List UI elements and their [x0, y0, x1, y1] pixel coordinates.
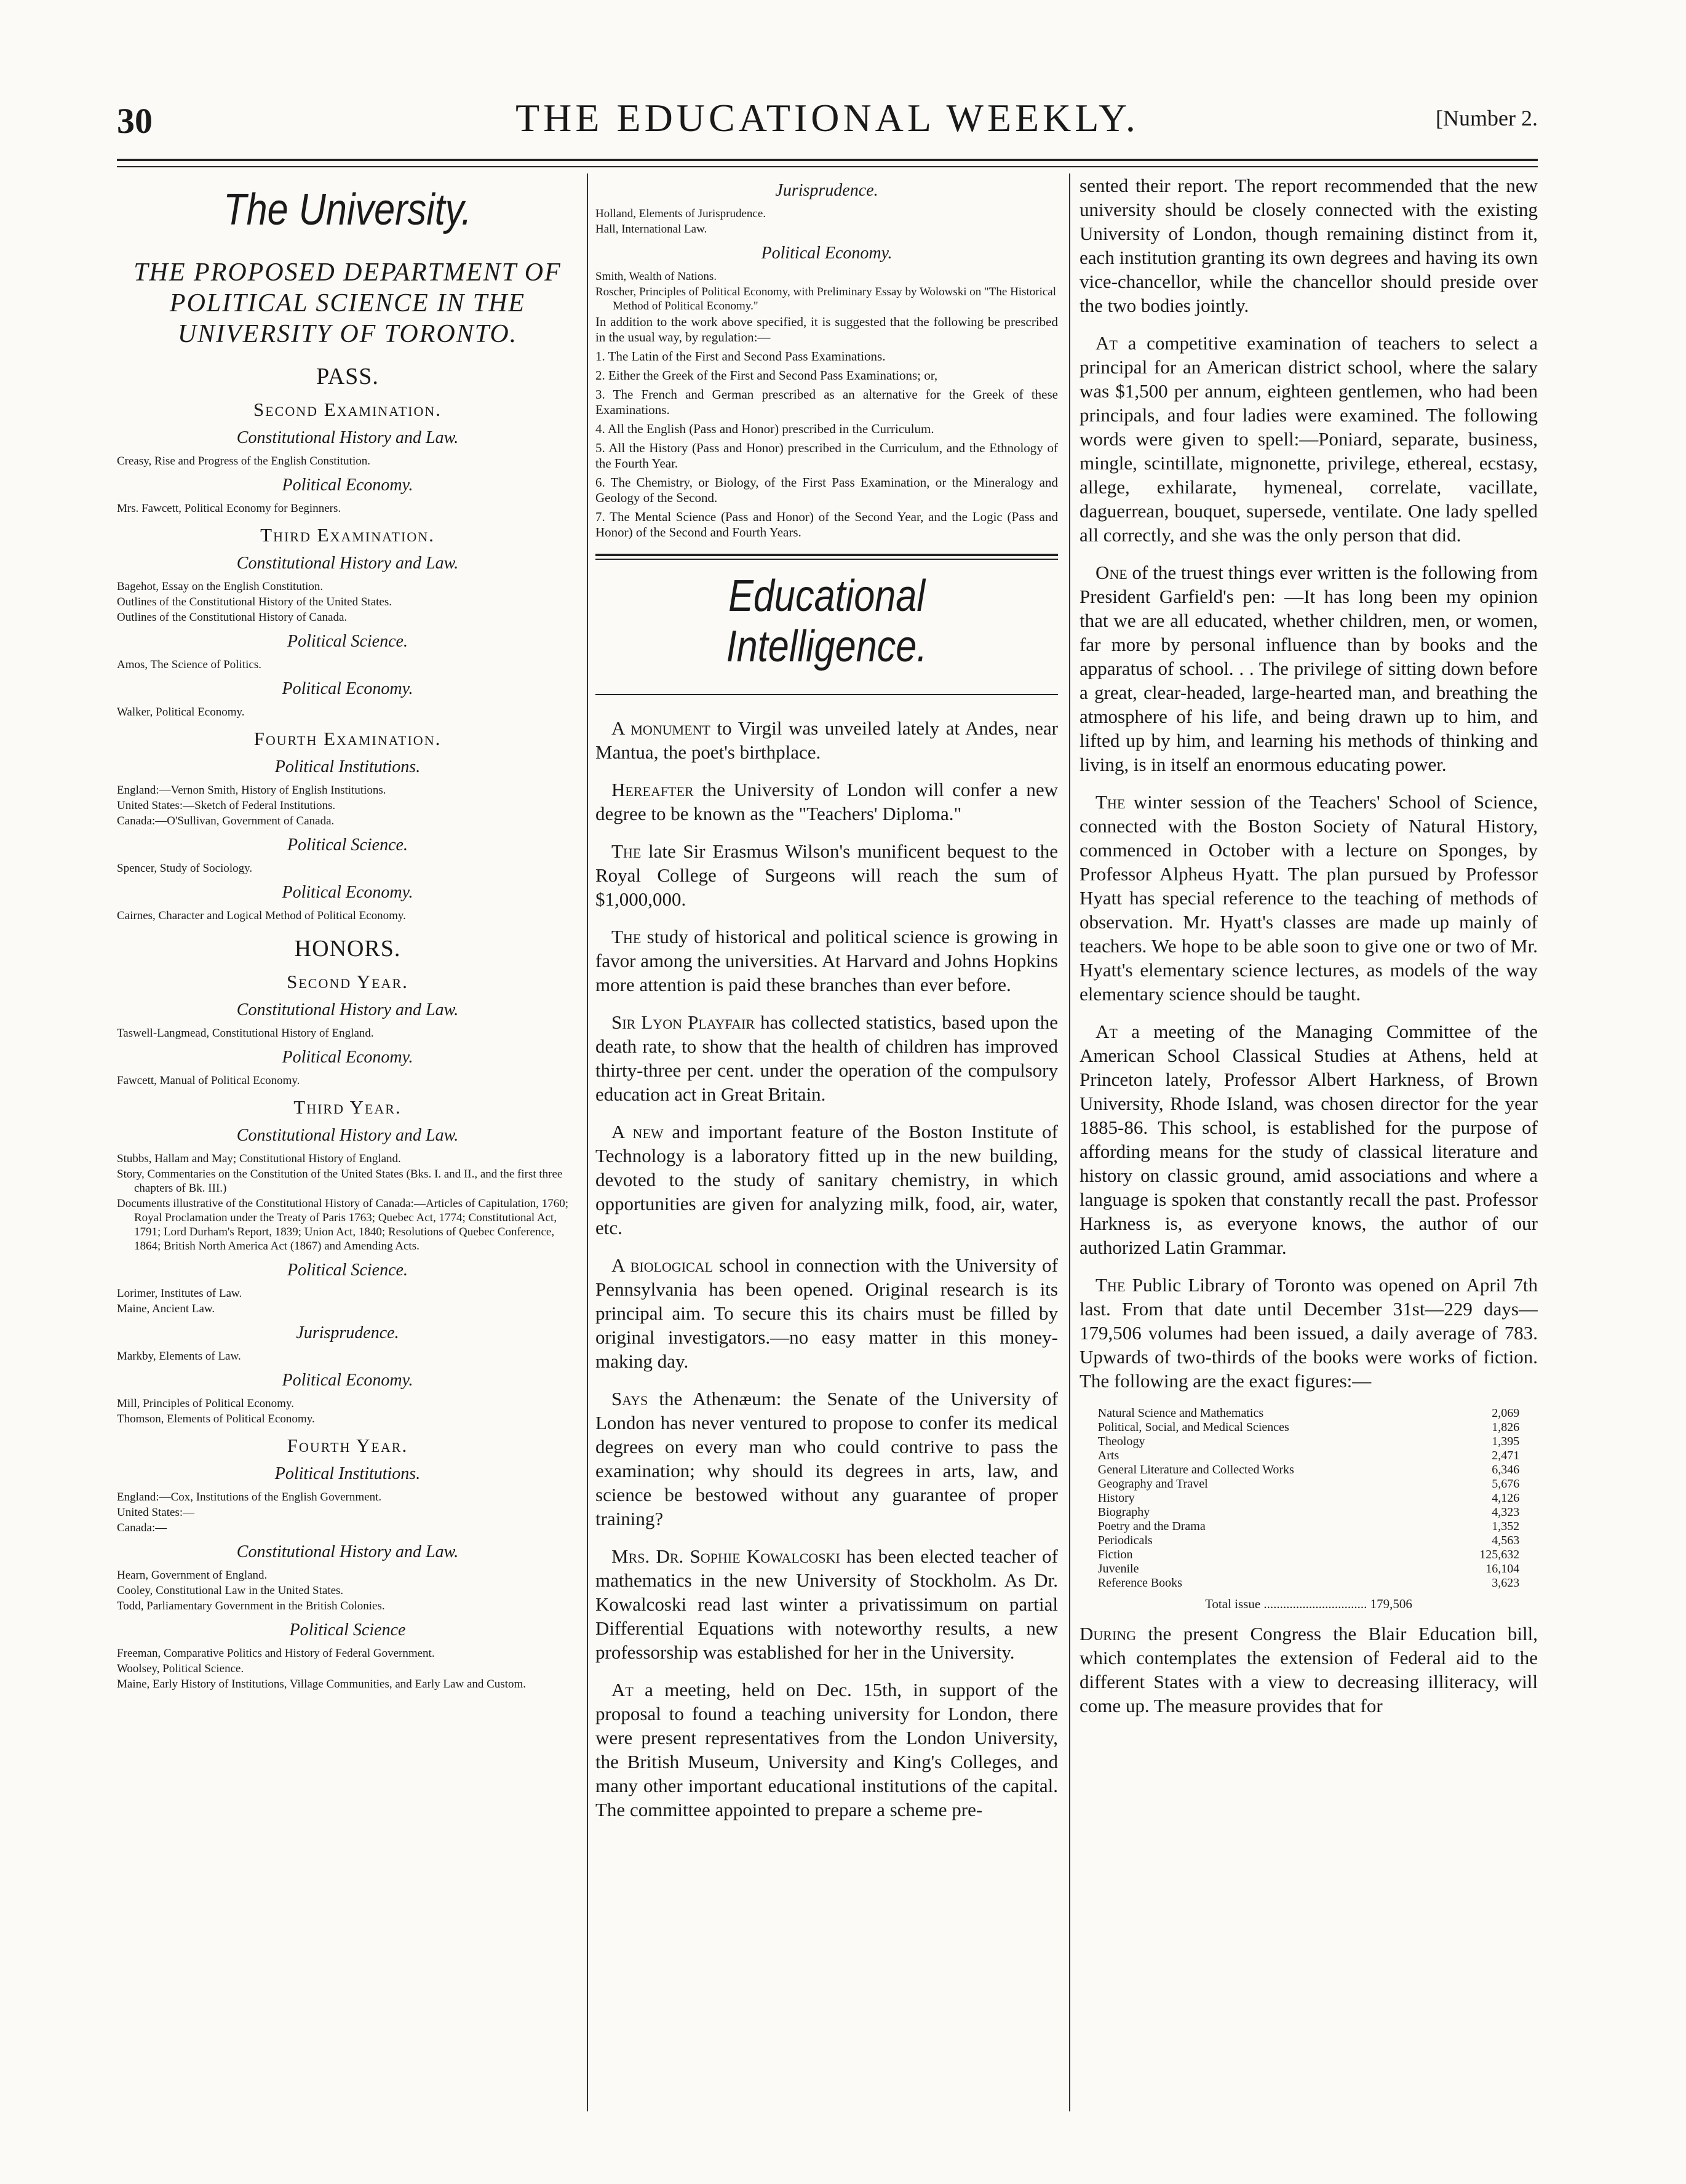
book-entry: Walker, Political Economy.	[117, 706, 245, 719]
issue-number: [Number 2.	[1436, 106, 1538, 130]
news-paragraph	[595, 1120, 1058, 1240]
page-header	[117, 95, 1538, 151]
paragraph-lead: A monument	[611, 717, 710, 739]
note-item: 2. Either the Greek of the First and Second Pass Examinations; or,	[595, 368, 938, 383]
subject-heading: Political Science.	[287, 632, 408, 651]
paragraph-lead: At	[1096, 332, 1118, 354]
book-entry: Amos, The Science of Politics.	[117, 658, 262, 671]
note-list	[595, 349, 1058, 540]
book-entry: Cairnes, Character and Logical Method of Political Economy.	[117, 909, 406, 922]
header-rule-thin	[117, 166, 1538, 167]
note-item: 5. All the History (Pass and Honor) prescribed in the Curriculum, and the Ethnology of the Fourth Year.	[595, 440, 1058, 471]
paragraph-text: winter session of the Teachers' School of Science, connected with the Boston Society of Natural History, commenced in October with a lecture on Sponges, by Professor Alpheus Hyatt. The plan pursued by Professor Hyatt has special reference to the teaching of methods of observation. Mr. Hyatt's classes are made up mainly of teachers. We hope to be able soon to give one or two of Mr. Hyatt's elementary science lectures, as models of the way elementary science should be taught.	[1080, 791, 1538, 1005]
library-row	[1098, 1562, 1519, 1576]
library-count: 4,563	[1492, 1534, 1520, 1547]
book-entry: Hall, International Law.	[595, 223, 707, 236]
library-row	[1098, 1435, 1519, 1449]
subject-heading: Jurisprudence.	[296, 1323, 399, 1342]
column-divider	[1069, 173, 1070, 2111]
library-row	[1098, 1576, 1519, 1590]
library-count: 5,676	[1492, 1477, 1520, 1491]
masthead-title: THE EDUCATIONAL WEEKLY.	[515, 96, 1139, 140]
column-3	[1080, 173, 1538, 2118]
book-entry: Outlines of the Constitutional History of the United States.	[117, 596, 392, 608]
subject-heading: Political Economy.	[282, 1048, 413, 1067]
book-entry: Holland, Elements of Jurisprudence.	[595, 207, 766, 220]
news-paragraph	[595, 1010, 1058, 1106]
paragraph-text: has collected statistics, based upon the death rate, to show that the health of children has improved thirty-three per cent. under the operation of the compulsory education act in Great Britain.	[595, 1011, 1058, 1105]
library-row	[1098, 1463, 1519, 1477]
section-rule	[595, 554, 1058, 556]
book-entry: Markby, Elements of Law.	[117, 1350, 241, 1363]
book-entry: Canada:—	[117, 1521, 167, 1534]
news-paragraph	[595, 925, 1058, 997]
library-row	[1098, 1477, 1519, 1491]
library-category: Natural Science and Mathematics	[1097, 1406, 1264, 1420]
library-category: Political, Social, and Medical Sciences	[1097, 1421, 1289, 1434]
library-count: 4,126	[1492, 1491, 1520, 1505]
book-entry: Maine, Ancient Law.	[117, 1302, 215, 1315]
library-figures-table	[1098, 1406, 1519, 1590]
subject-heading: Political Science	[289, 1620, 406, 1640]
library-row	[1098, 1491, 1519, 1505]
paragraph-lead: The	[611, 926, 642, 947]
page-number: 30	[117, 101, 153, 141]
column-1	[117, 173, 578, 2118]
section-rule-bottom	[595, 694, 1058, 695]
paragraph-text: the Athenæum: the Senate of the University of London has never ventured to propose to confer its medical degrees on every man who could contrive to pass the examination; why should its degrees in arts, law, and science be bestowed without any guarantee of proper training?	[595, 1388, 1058, 1529]
honors-course-list	[117, 971, 578, 1691]
book-entry: Maine, Early History of Institutions, Village Communities, and Early Law and Custom.	[117, 1678, 526, 1691]
subject-heading: Political Economy.	[282, 1371, 413, 1390]
paragraph-lead: The	[1096, 791, 1126, 813]
library-total: Total issue ................................ 179,506	[1205, 1596, 1412, 1611]
paragraph-lead: Hereafter	[611, 779, 694, 800]
subject-heading: Jurisprudence.	[775, 181, 878, 200]
paragraph-text: school in connection with the University of Pennsylvania has been opened. Original research is its principal aim. To secure this its chairs must be filled by original investigators.—no easy matter in this money-making day.	[595, 1254, 1058, 1372]
subject-heading: Constitutional History and Law.	[236, 554, 459, 573]
article-title: THE PROPOSED DEPARTMENT OF POLITICAL SCIENCE IN THE UNIVERSITY OF TORONTO.	[133, 258, 562, 348]
library-count: 1,826	[1492, 1421, 1520, 1434]
library-row	[1098, 1534, 1519, 1548]
book-entry: Spencer, Study of Sociology.	[117, 862, 253, 875]
paragraph-lead: A new	[611, 1121, 664, 1142]
book-entry: Mill, Principles of Political Economy.	[117, 1397, 294, 1410]
library-category: Reference Books	[1097, 1576, 1182, 1590]
paragraph-text: study of historical and political science is growing in favor among the universities. At Harvard and Johns Hopkins more attention is paid these branches than ever before.	[595, 926, 1058, 995]
news-paragraph	[595, 778, 1058, 826]
paragraph-text: a meeting of the Managing Committee of the American School Classical Studies at Athens, held at Princeton lately, Professor Albert Harkness, of Brown University, Rhode Island, was chosen director for the year 1885-86. This school, is established for the purpose of affording means for the study of classical literature and history on classic ground, amid associations and where a language is spoken that constantly recall the past. Professor Harkness is, as everyone knows, the author of our authorized Latin Grammar.	[1080, 1021, 1538, 1258]
news-paragraph	[595, 1387, 1058, 1531]
library-count: 125,632	[1479, 1548, 1520, 1561]
library-total-value: 179,506	[1370, 1596, 1412, 1611]
news-items	[1080, 173, 1538, 1393]
paragraph-lead: A biological	[611, 1254, 714, 1276]
subject-heading: Political Science.	[287, 835, 408, 855]
book-entry: Hearn, Government of England.	[117, 1569, 268, 1582]
book-entry: Creasy, Rise and Progress of the English Constitution.	[117, 455, 370, 468]
news-paragraph	[1080, 1019, 1538, 1259]
library-category: Geography and Travel	[1097, 1477, 1208, 1491]
book-entry: Story, Commentaries on the Constitution of the United States (Bks. I. and II., and the first three chapters of Bk. III.)	[117, 1168, 563, 1195]
examination-heading: Fourth Year.	[287, 1435, 408, 1456]
subject-heading: Constitutional History and Law.	[236, 428, 459, 447]
paragraph-lead: The	[611, 840, 642, 862]
paragraph-text: to Virgil was unveiled lately at Andes, near Mantua, the poet's birthplace.	[595, 717, 1058, 763]
news-paragraph	[1080, 331, 1538, 547]
examination-heading: Third Year.	[293, 1096, 402, 1118]
library-row	[1098, 1421, 1519, 1435]
paragraph-lead: One	[1096, 562, 1127, 583]
book-entry: Mrs. Fawcett, Political Economy for Beginners.	[117, 502, 341, 515]
paragraph-text: Public Library of Toronto was opened on April 7th last. From that date until December 31st—229 days—179,506 volumes had been issued, a daily average of 783. Upwards of two-thirds of the books were works of fiction. The following are the exact figures:—	[1080, 1274, 1538, 1392]
news-paragraph	[595, 1544, 1058, 1664]
library-count: 2,471	[1492, 1449, 1520, 1462]
column-divider	[587, 173, 588, 2111]
book-entry: England:—Vernon Smith, History of English Institutions.	[117, 784, 386, 797]
news-paragraph	[595, 1253, 1058, 1373]
library-category: Theology	[1097, 1435, 1145, 1448]
section-title-educational-intelligence: Educational Intelligence.	[726, 572, 928, 671]
book-entry: Canada:—O'Sullivan, Government of Canada.	[117, 815, 335, 827]
library-total-label: Total issue	[1205, 1596, 1261, 1611]
paragraph-lead: During	[1080, 1623, 1137, 1644]
paragraph-text: sented their report. The report recommended that the new university should be closely connected with the existing University of London, though remaining distinct from it, each institution granting its own degrees and having its own vice-chancellor, while the chancellor should preside over the two bodies jointly.	[1080, 175, 1538, 316]
examination-heading: Fourth Examination.	[253, 728, 442, 749]
book-entry: Woolsey, Political Science.	[117, 1662, 244, 1675]
subject-heading: Political Economy.	[282, 679, 413, 698]
section-rule-thin	[595, 559, 1058, 560]
note-item: 7. The Mental Science (Pass and Honor) of the Second Year, and the Logic (Pass and Honor) of the Second and Fourth Years.	[595, 509, 1058, 540]
library-category: Biography	[1097, 1505, 1150, 1519]
news-paragraph	[1080, 1622, 1538, 1718]
news-paragraph	[1080, 560, 1538, 776]
subject-heading: Political Institutions.	[274, 1464, 421, 1483]
subject-heading: Political Institutions.	[274, 757, 421, 776]
library-count: 1,352	[1492, 1520, 1520, 1533]
paragraph-lead: Mrs. Dr. Sophie Kowalcoski	[611, 1545, 840, 1567]
note-intro: In addition to the work above specified, it is suggested that the following be prescribed in the usual way, by regulation:—	[595, 314, 1058, 345]
note-item: 1. The Latin of the First and Second Pass Examinations.	[595, 349, 886, 364]
book-entry: United States:—	[117, 1506, 195, 1519]
library-row	[1098, 1406, 1519, 1421]
library-category: Periodicals	[1097, 1534, 1153, 1547]
book-entry: Outlines of the Constitutional History of Canada.	[117, 611, 348, 624]
book-entry: Documents illustrative of the Constitutional History of Canada:—Articles of Capitulation, 1760; Royal Proclamation under the Treaty of Paris 1763; Quebec Act, 1774; Constitutional Act, 1791; Lord Durham's Report, 1839; Union Act, 1840; Resolutions of Quebec Conference, 1864; British North America Act (1867) and Amending Acts.	[117, 1197, 569, 1253]
news-items	[1080, 1622, 1538, 1718]
book-entry: Stubbs, Hallam and May; Constitutional History of England.	[117, 1152, 401, 1165]
library-category: Juvenile	[1097, 1562, 1139, 1576]
book-entry: Fawcett, Manual of Political Economy.	[117, 1074, 300, 1087]
book-entry: Roscher, Principles of Political Economy, with Preliminary Essay by Wolowski on "The Historical Method of Political Economy."	[595, 285, 1056, 313]
paragraph-lead: At	[1096, 1021, 1118, 1042]
library-category: General Literature and Collected Works	[1097, 1463, 1294, 1477]
news-items	[595, 716, 1058, 1822]
subject-heading: Political Economy.	[282, 476, 413, 495]
news-paragraph	[595, 839, 1058, 911]
library-row	[1098, 1449, 1519, 1463]
library-row	[1098, 1548, 1519, 1562]
paragraph-text: has been elected teacher of mathematics in the new University of Stockholm. As Dr. Kowalcoski read last winter a privatissimum on partial Differential Equations with noteworthy results, a new professorship was established for her in the University.	[595, 1545, 1058, 1663]
book-entry: Thomson, Elements of Political Economy.	[117, 1413, 315, 1425]
column-2	[595, 173, 1058, 2118]
book-entry: Taswell-Langmead, Constitutional History of England.	[117, 1027, 374, 1040]
examination-heading: Second Year.	[287, 971, 408, 992]
note-item: 4. All the English (Pass and Honor) prescribed in the Curriculum.	[595, 421, 934, 436]
book-entry: Smith, Wealth of Nations.	[595, 270, 717, 283]
pass-heading: PASS.	[316, 364, 379, 389]
news-paragraph	[1080, 790, 1538, 1006]
subject-heading: Constitutional History and Law.	[236, 1126, 459, 1145]
paragraph-text: a meeting, held on Dec. 15th, in support of the proposal to found a teaching university for London, there were present representatives from the London University, the British Museum, University and King's Colleges, and many other important educational institutions of the capital. The committee appointed to prepare a scheme pre-	[595, 1679, 1058, 1820]
paragraph-lead: Says	[611, 1388, 648, 1409]
header-rule	[117, 159, 1538, 161]
library-category: Fiction	[1097, 1548, 1133, 1561]
book-entry: Cooley, Constitutional Law in the United States.	[117, 1584, 344, 1597]
paragraph-text: of the truest things ever written is the following from President Garfield's pen: —It has long been my opinion that we are all educated, whether children, men, or women, far more by personal influence than by books and the apparatus of school. . . The privilege of sitting down before a great, clear-headed, large-hearted man, and breathing the atmosphere of his life, and being drawn up to him, and lifted up by him, and learning his methods of thinking and living, is in itself an enormous educating power.	[1080, 562, 1538, 775]
book-entry: Bagehot, Essay on the English Constitution.	[117, 580, 324, 593]
library-count: 6,346	[1492, 1463, 1520, 1477]
paragraph-text: late Sir Erasmus Wilson's munificent bequest to the Royal College of Surgeons will reach the sum of $1,000,000.	[595, 840, 1058, 910]
library-count: 2,069	[1492, 1406, 1520, 1420]
paragraph-lead: Sir Lyon Playfair	[611, 1011, 755, 1033]
library-count: 16,104	[1485, 1562, 1520, 1576]
paragraph-lead: The	[1096, 1274, 1126, 1296]
news-paragraph	[595, 1678, 1058, 1822]
library-count: 4,323	[1492, 1505, 1520, 1519]
paragraph-text: the present Congress the Blair Education bill, which contemplates the extension of Federal aid to the different States with a view to decreasing illiteracy, will come up. The measure provides that for	[1080, 1623, 1538, 1716]
examination-heading: Second Examination.	[253, 399, 442, 420]
subject-heading: Political Economy.	[761, 244, 893, 263]
library-category: Poetry and the Drama	[1097, 1520, 1206, 1533]
news-paragraph	[1080, 173, 1538, 317]
paragraph-text: a competitive examination of teachers to select a principal for an American district school, where the salary was $1,500 per annum, eighteen gentlemen, who had been principals, and four ladies were examined. The following words were given to spell:—Poniard, separate, business, mingle, scintillate, mignonette, privilege, ethereal, ecstasy, allege, exhilarate, hymeneal, correlate, vacillate, daguerrean, bouquet, supersede, ventilate. One lady spelled all correctly, and she was the only person that did.	[1080, 332, 1538, 546]
pass-course-list	[117, 399, 578, 923]
subject-heading: Political Economy.	[282, 883, 413, 902]
library-category: Arts	[1097, 1449, 1119, 1462]
library-row	[1098, 1520, 1519, 1534]
note-item: 3. The French and German prescribed as an alternative for the Greek of these Examinations.	[595, 387, 1058, 417]
paragraph-lead: At	[611, 1679, 634, 1700]
subject-heading: Political Science.	[287, 1261, 408, 1280]
news-paragraph	[1080, 1273, 1538, 1393]
examination-heading: Third Examination.	[260, 524, 435, 546]
news-paragraph	[595, 716, 1058, 764]
course-continuation	[595, 181, 1058, 313]
paragraph-text: and important feature of the Boston Institute of Technology is a laboratory fitted up in the new building, devoted to the study of sanitary chemistry, in which opportunities are given for analyzing milk, food, air, water, etc.	[595, 1121, 1058, 1238]
book-entry: United States:—Sketch of Federal Institutions.	[117, 799, 336, 812]
library-count: 1,395	[1492, 1435, 1520, 1448]
library-row	[1098, 1505, 1519, 1520]
subject-heading: Constitutional History and Law.	[236, 1542, 459, 1561]
section-title-university: The University.	[223, 185, 472, 234]
paragraph-text: the University of London will confer a new degree to be known as the "Teachers' Diploma."	[595, 779, 1058, 824]
book-entry: Lorimer, Institutes of Law.	[117, 1287, 242, 1300]
honors-heading: HONORS.	[294, 936, 401, 962]
library-category: History	[1097, 1491, 1135, 1505]
book-entry: England:—Cox, Institutions of the English Government.	[117, 1491, 382, 1504]
book-entry: Freeman, Comparative Politics and History of Federal Government.	[117, 1647, 435, 1660]
note-item: 6. The Chemistry, or Biology, of the First Pass Examination, or the Mineralogy and Geology of the Second.	[595, 475, 1058, 505]
book-entry: Todd, Parliamentary Government in the British Colonies.	[117, 1600, 385, 1612]
library-count: 3,623	[1492, 1576, 1520, 1590]
subject-heading: Constitutional History and Law.	[236, 1000, 459, 1019]
